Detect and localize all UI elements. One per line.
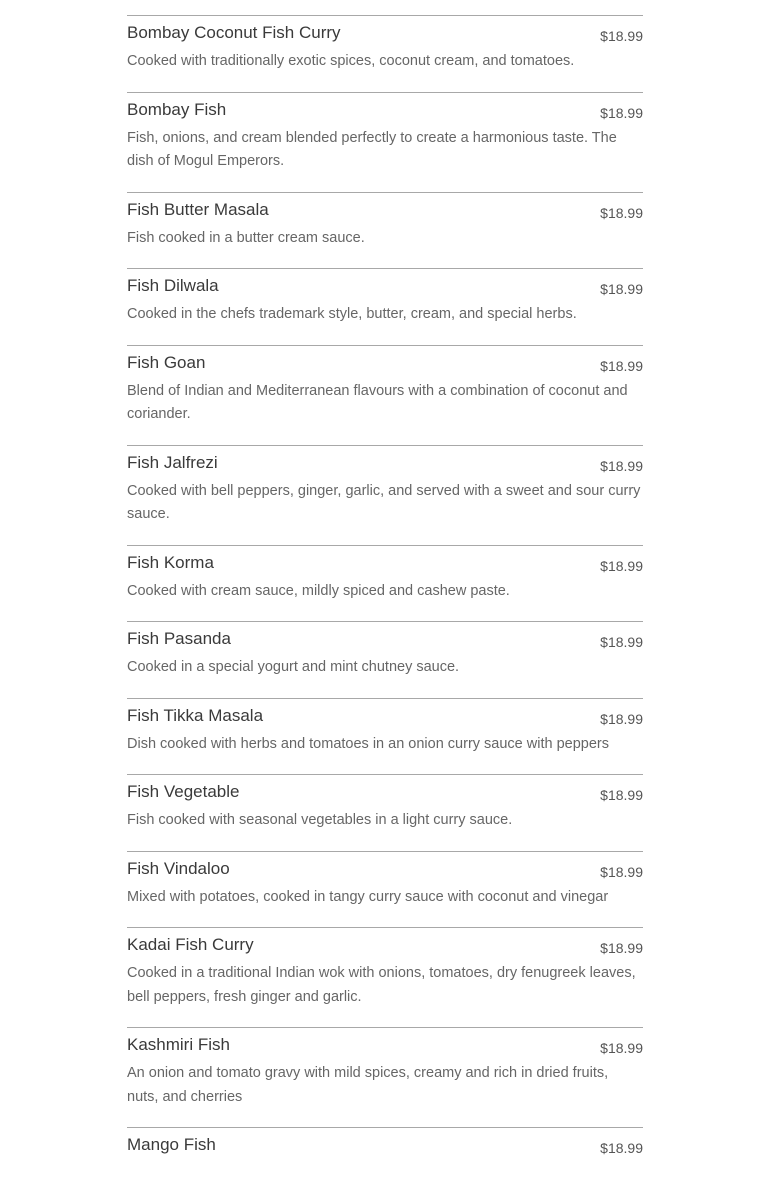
menu-item-fish-dilwala <box>127 268 643 345</box>
menu-item-price: $18.99 <box>600 710 643 727</box>
menu-item-name: Fish Pasanda <box>127 629 231 648</box>
menu-item-fish-vegetable <box>127 774 643 851</box>
menu-item-header <box>127 453 643 474</box>
menu-item-mango-fish <box>127 1127 643 1180</box>
menu-item-price: $18.99 <box>600 204 643 221</box>
menu-item-description: Cooked with cream sauce, mildly spiced and cashew paste. <box>127 582 510 599</box>
menu-item-price: $18.99 <box>600 863 643 880</box>
menu-item-header <box>127 1035 643 1056</box>
menu-item-description: Dish cooked with herbs and tomatoes in an onion curry sauce with peppers <box>127 735 609 752</box>
menu-item-header <box>127 629 643 650</box>
menu-item-fish-vindaloo <box>127 851 643 928</box>
menu-item-header <box>127 1135 643 1156</box>
menu-item-fish-butter-masala <box>127 192 643 269</box>
menu-item-kashmiri-fish <box>127 1027 643 1127</box>
menu-item-description: Mixed with potatoes, cooked in tangy curry sauce with coconut and vinegar <box>127 888 609 905</box>
menu-item-fish-korma <box>127 545 643 622</box>
menu-item-price: $18.99 <box>600 940 643 956</box>
menu-item-header <box>127 100 643 121</box>
menu-item-name: Fish Korma <box>127 552 214 572</box>
menu-item-name: Fish Butter Masala <box>127 199 269 219</box>
menu-item-price: $18.99 <box>600 28 643 44</box>
menu-item-header <box>127 353 643 374</box>
menu-item-name: Kadai Fish Curry <box>127 935 254 954</box>
menu-item-description: Blend of Indian and Mediterranean flavours with a combination of coconut and coriander. <box>127 382 628 422</box>
menu-item-name: Bombay Coconut Fish Curry <box>127 23 341 42</box>
menu-item-kadai-fish-curry <box>127 927 643 1027</box>
menu-item-description: Fish cooked in a butter cream sauce. <box>127 229 365 246</box>
menu-item-bombay-coconut-fish-curry <box>127 15 643 92</box>
menu-item-price: $18.99 <box>600 1040 643 1056</box>
menu-item-description: Cooked with bell peppers, ginger, garlic, and served with a sweet and sour curry sauce. <box>127 482 641 522</box>
menu-item-description: Fish, onions, and cream blended perfectly to create a harmonious taste. The dish of Mogul Emperors. <box>127 129 617 169</box>
menu-item-header <box>127 706 643 727</box>
menu-item-name: Fish Vindaloo <box>127 858 230 878</box>
menu-item-name: Bombay Fish <box>127 99 227 119</box>
menu-item-description: Fish cooked with seasonal vegetables in a light curry sauce. <box>127 812 513 828</box>
menu-item-header <box>127 782 643 803</box>
menu-item-header <box>127 200 643 221</box>
menu-list <box>127 15 643 1180</box>
menu-item-name: Fish Jalfrezi <box>127 452 218 472</box>
menu-item-description: An onion and tomato gravy with mild spices, creamy and rich in dried fruits, nuts, and cherries <box>127 1065 609 1105</box>
menu-item-price: $18.99 <box>600 104 643 121</box>
menu-item-description: Cooked in the chefs trademark style, butter, cream, and special herbs. <box>127 306 577 322</box>
menu-item-header <box>127 859 643 880</box>
menu-item-price: $18.99 <box>600 634 643 650</box>
menu-item-header <box>127 23 643 44</box>
menu-item-fish-tikka-masala <box>127 698 643 775</box>
menu-item-description: Cooked in a traditional Indian wok with onions, tomatoes, dry fenugreek leaves, bell peppers, fresh ginger and garlic. <box>127 965 636 1005</box>
menu-item-price: $18.99 <box>600 281 643 297</box>
menu-item-price: $18.99 <box>600 357 643 374</box>
menu-item-fish-jalfrezi <box>127 445 643 545</box>
menu-item-name: Mango Fish <box>127 1135 216 1154</box>
menu-item-name: Fish Vegetable <box>127 782 240 801</box>
menu-item-bombay-fish <box>127 92 643 192</box>
menu-item-name: Fish Goan <box>127 352 206 372</box>
menu-item-description: Cooked with traditionally exotic spices, coconut cream, and tomatoes. <box>127 53 575 69</box>
menu-item-header <box>127 935 643 956</box>
menu-item-price: $18.99 <box>600 1140 643 1156</box>
menu-item-description: Cooked in a special yogurt and mint chutney sauce. <box>127 659 460 675</box>
menu-item-fish-pasanda <box>127 621 643 698</box>
menu-item-price: $18.99 <box>600 557 643 574</box>
menu-item-name: Fish Tikka Masala <box>127 705 264 725</box>
menu-item-fish-goan <box>127 345 643 445</box>
menu-item-header <box>127 276 643 297</box>
menu-item-price: $18.99 <box>600 787 643 803</box>
menu-item-header <box>127 553 643 574</box>
menu-item-name: Kashmiri Fish <box>127 1035 230 1054</box>
menu-item-price: $18.99 <box>600 457 643 474</box>
menu-item-name: Fish Dilwala <box>127 276 219 295</box>
